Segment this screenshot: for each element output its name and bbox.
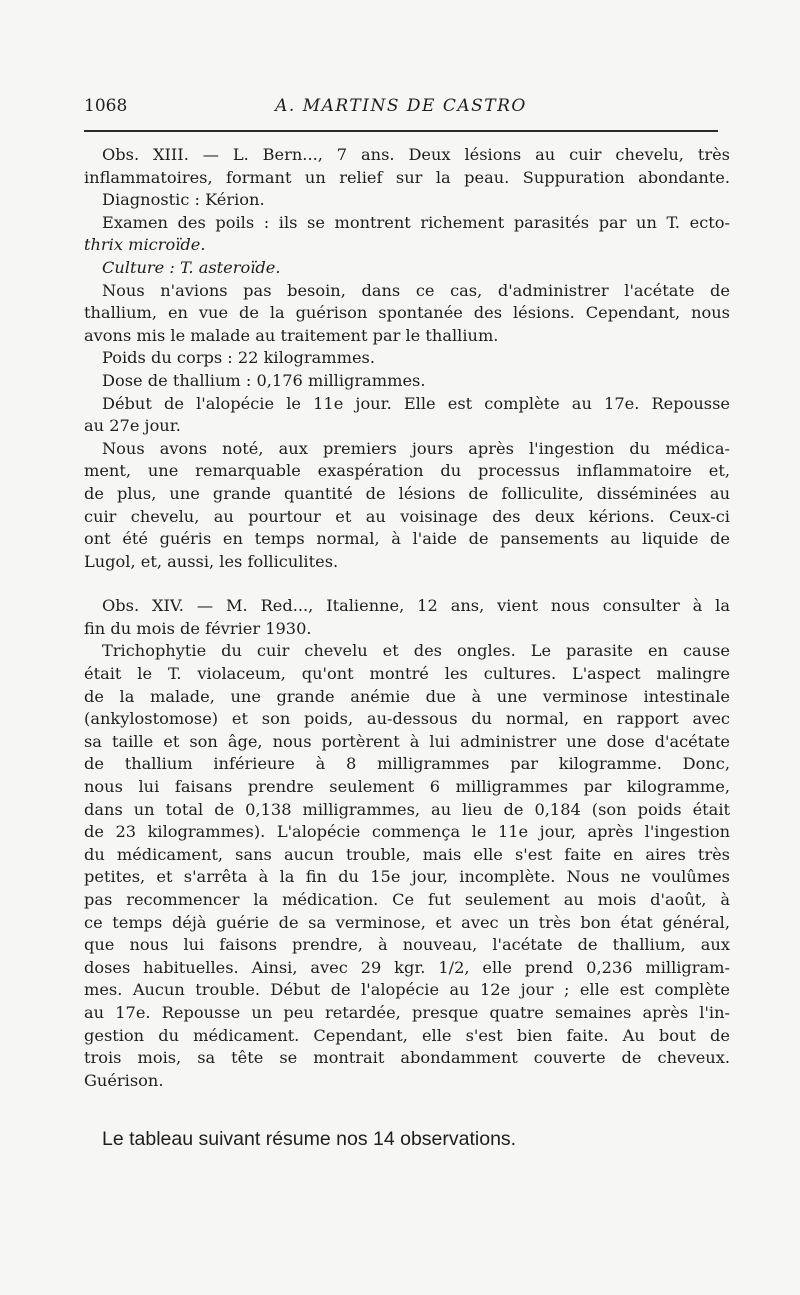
obs13-line: Nous avons noté, aux premiers jours après l'ingestion du médica- [102,438,730,458]
obs13-line: inflammatoires, formant un relief sur la peau. Suppuration abondante. [84,167,730,187]
obs14-line: dans un total de 0,138 milligrammes, au lieu de 0,184 (son poids était [84,799,730,819]
section-gap [84,573,730,595]
obs14-line: que nous lui faisons prendre, à nouveau, l'acétate de thallium, aux [84,935,730,955]
obs14-line: mes. Aucun trouble. Début de l'alopécie au 12e jour ; elle est complète [84,980,730,1000]
obs14-line: de la malade, une grande anémie due à une verminose intestinale [84,686,730,706]
obs13-line: Diagnostic : Kérion. [102,190,265,210]
page-header [84,96,718,126]
obs14-line: doses habituelles. Ainsi, avec 29 kgr. 1/2, elle prend 0,236 milligram- [84,957,730,977]
running-title: A. MARTINS DE CASTRO [275,96,527,116]
obs14-line: Obs. XIV. — M. Red..., Italienne, 12 ans, vient nous consulter à la [102,596,730,616]
obs14-line: de 23 kilogrammes). L'alopécie commença le 11e jour, après l'ingestion [84,822,730,842]
obs14-line: Trichophytie du cuir chevelu et des ongles. Le parasite en cause [102,641,730,661]
obs14-line: (ankylostomose) et son poids, au-dessous du normal, en rapport avec [84,709,730,729]
obs14-line: de thallium inférieure à 8 milligrammes par kilogramme. Donc, [84,754,730,774]
obs13-line: Début de l'alopécie le 11e jour. Elle est complète au 17e. Repousse [102,393,730,413]
obs14-line: Guérison. [84,1070,164,1090]
obs13-line: ment, une remarquable exaspération du processus inflammatoire et, [84,461,730,481]
obs14-line: sa taille et son âge, nous portèrent à lui administrer une dose d'acétate [84,731,730,751]
obs13-line: Culture : T. asteroïde. [102,257,281,277]
obs13-line: thallium, en vue de la guérison spontanée des lésions. Cependant, nous [84,303,730,323]
summary-line: Le tableau suivant résume nos 14 observations. [102,1128,517,1150]
obs14-line: trois mois, sa tête se montrait abondamment couverte de cheveux. [84,1048,730,1068]
header-rule [84,130,718,132]
obs13-line: au 27e jour. [84,416,181,436]
obs14-line: du médicament, sans aucun trouble, mais elle s'est faite en aires très [84,844,730,864]
obs14-line: nous lui faisans prendre seulement 6 milligrammes par kilogramme, [84,777,730,797]
article-body [84,144,730,1092]
obs14-line: fin du mois de février 1930. [84,618,312,638]
obs13-line: de plus, une grande quantité de lésions de folliculite, disséminées au [84,483,730,503]
obs13-line: avons mis le malade au traitement par le thallium. [84,325,499,345]
obs14-line: pas recommencer la médication. Ce fut seulement au mois d'août, à [84,890,730,909]
obs13-line: cuir chevelu, au pourtour et au voisinage des deux kérions. Ceux-ci [84,506,730,526]
obs13-line: Nous n'avions pas besoin, dans ce cas, d'administrer l'acétate de [102,280,730,300]
obs13-line: ont été guéris en temps normal, à l'aide de pansements au liquide de [84,529,730,549]
obs13-line: Obs. XIII. — L. Bern..., 7 ans. Deux lésions au cuir chevelu, très [102,145,730,164]
obs13-line: thrix microïde. [84,235,206,255]
obs14-line: petites, et s'arrêta à la fin du 15e jour, incomplète. Nous ne voulûmes [84,867,730,887]
obs14-line: était le T. violaceum, qu'ont montré les cultures. L'aspect malingre [84,664,730,684]
obs13-line: Poids du corps : 22 kilogrammes. [102,348,376,368]
obs14-line: ce temps déjà guérie de sa verminose, et avec un très bon état général, [84,912,730,932]
obs13-line: Examen des poils : ils se montrent richement parasités par un T. ecto- [102,212,730,232]
obs14-line: au 17e. Repousse un peu retardée, presque quatre semaines après l'in- [84,1002,730,1022]
obs13-line: Dose de thallium : 0,176 milligrammes. [102,370,426,390]
obs14-line: gestion du médicament. Cependant, elle s'est bien faite. Au bout de [84,1025,730,1045]
obs13-line: Lugol, et, aussi, les folliculites. [84,551,339,571]
page-number: 1068 [84,96,128,116]
